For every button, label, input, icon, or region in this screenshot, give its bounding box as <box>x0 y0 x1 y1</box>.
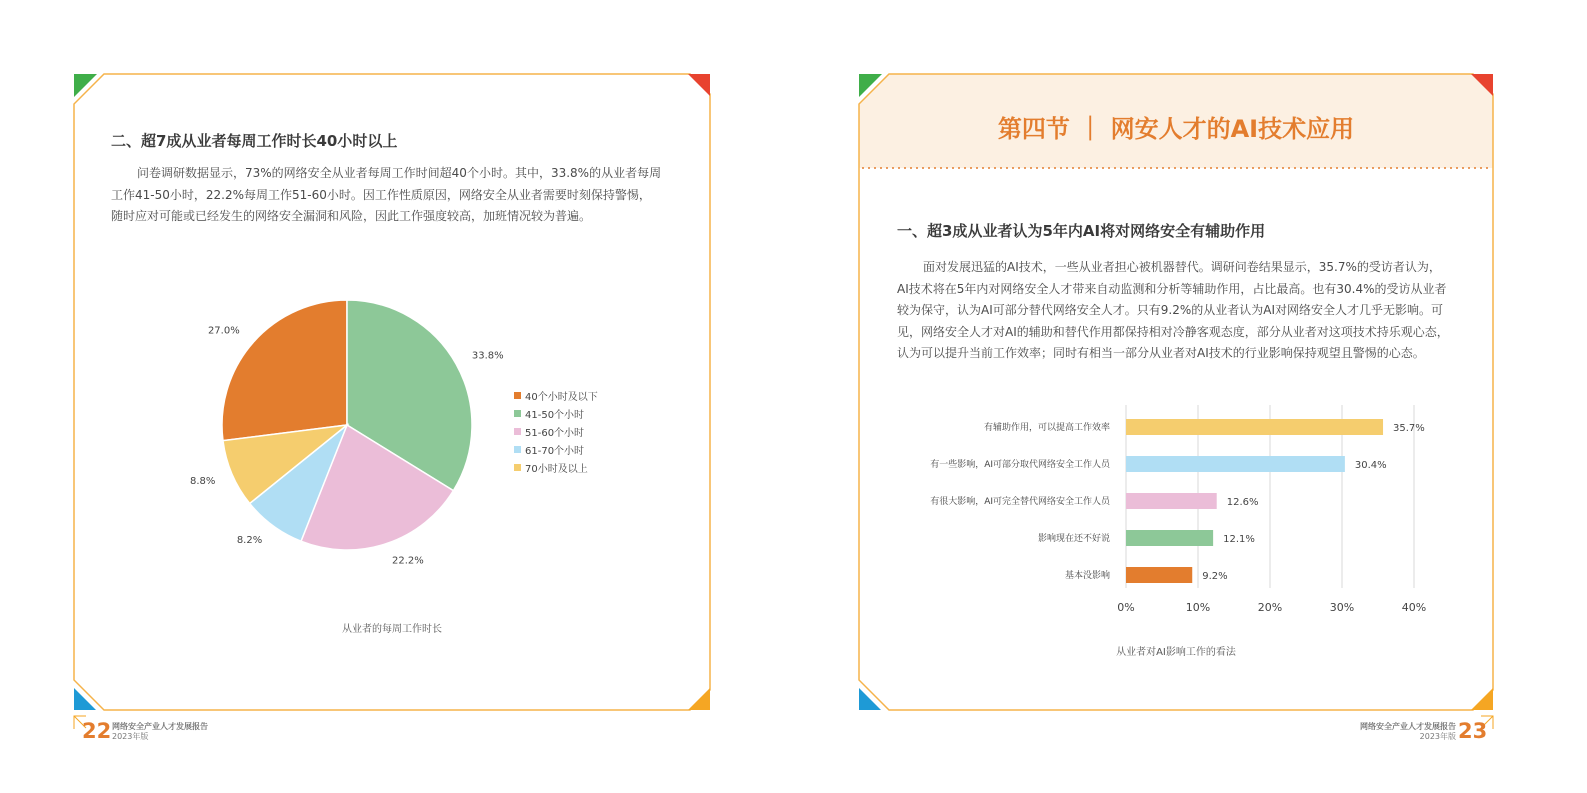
bar-category-label: 影响现在还不好说 <box>1037 534 1110 544</box>
bar-category-label: 有一些影响，AI可部分取代网络安全工作人员 <box>930 460 1110 470</box>
legend-label: 70小时及以上 <box>525 463 588 475</box>
bar-category-label: 基本没影响 <box>1064 571 1110 581</box>
pie-slice <box>222 300 347 441</box>
bar-category-label: 有辅助作用，可以提高工作效率 <box>983 423 1110 433</box>
bar <box>1126 567 1192 583</box>
footer-edition: 2023年版 <box>1419 732 1456 741</box>
pie-legend <box>514 386 598 476</box>
legend-item <box>514 404 598 422</box>
legend-swatch <box>514 464 521 471</box>
paragraph-line: 问卷调研数据显示，73%的网络安全从业者每周工作时间超40个小时。其中，33.8%的从业者每周 <box>137 166 662 180</box>
paragraph-line: 见，网络安全人才对AI的辅助和替代作用都保持相对冷静客观态度，部分从业者对这项技术持乐观心态， <box>897 324 1449 339</box>
bar-value-label: 12.6% <box>1226 497 1259 508</box>
left-chart-caption: 从业者的每周工作时长 <box>342 624 442 635</box>
pie-slice-label: 8.8% <box>190 475 216 487</box>
bar-value-label: 35.7% <box>1393 423 1425 434</box>
pie-slice-label: 27.0% <box>207 325 240 337</box>
right-footer-text <box>1346 722 1456 742</box>
legend-item <box>514 440 598 458</box>
pie-slice-label: 8.2% <box>236 535 263 547</box>
paragraph-line: 较为保守，认为AI可部分替代网络安全人才。只有9.2%的从业者认为AI对网络安全人才几乎无影响。可 <box>897 303 1443 317</box>
legend-item <box>514 422 598 440</box>
bar <box>1126 530 1213 546</box>
left-corner-red <box>688 74 710 96</box>
left-footer-text <box>112 722 208 742</box>
bar <box>1126 419 1383 435</box>
left-paragraph <box>111 163 661 228</box>
legend-swatch <box>514 410 521 417</box>
left-page-number: 22 <box>82 719 112 743</box>
x-tick-label: 0% <box>1117 601 1135 614</box>
section-title: 第四节 ｜ 网安人才的AI技术应用 <box>997 115 1355 143</box>
x-tick-label: 20% <box>1257 601 1283 614</box>
paragraph-line: 工作41-50小时，22.2%每周工作51-60小时。因工作性质原因，网络安全从业者需要时刻保持警惕， <box>111 187 651 202</box>
footer-report-title: 网络安全产业人才发展报告 <box>112 722 208 731</box>
right-chart-caption: 从业者对AI影响工作的看法 <box>1116 647 1236 658</box>
legend-label: 51-60个小时 <box>525 427 585 439</box>
x-tick-label: 40% <box>1401 601 1427 614</box>
paragraph-line: 认为可以提升当前工作效率；同时有相当一部分从业者对AI技术的行业影响保持观望且警惕的心态。 <box>897 346 1425 360</box>
legend-item <box>514 386 598 404</box>
bar-value-label: 12.1% <box>1223 534 1255 545</box>
left-heading: 二、超7成从业者每周工作时长40小时以上 <box>111 132 398 150</box>
legend-label: 41-50个小时 <box>525 409 585 421</box>
ai-impact-bar-chart <box>880 398 1500 628</box>
legend-swatch <box>514 446 521 453</box>
paragraph-line: 面对发展迅猛的AI技术，一些从业者担心被机器替代。调研问卷结果显示，35.7%的受访者认为， <box>923 260 1441 274</box>
right-paragraph <box>897 257 1449 365</box>
legend-item <box>514 458 598 476</box>
bar <box>1126 456 1345 472</box>
x-tick-label: 30% <box>1329 601 1355 614</box>
paragraph-line: 随时应对可能或已经发生的网络安全漏洞和风险，因此工作强度较高，加班情况较为普遍。 <box>111 209 592 223</box>
footer-edition: 2023年版 <box>112 732 149 741</box>
paragraph-line: AI技术将在5年内对网络安全人才带来自动监测和分析等辅助作用，占比最高。也有30.4%的受访从业者 <box>897 281 1447 296</box>
right-heading: 一、超3成从业者认为5年内AI将对网络安全有辅助作用 <box>897 222 1266 240</box>
bar-value-label: 30.4% <box>1354 460 1387 471</box>
pie-slice-label: 33.8% <box>471 350 504 362</box>
left-corner-orange <box>688 688 710 710</box>
legend-swatch <box>514 392 521 399</box>
bar-value-label: 9.2% <box>1202 571 1228 582</box>
right-page-number: 23 <box>1458 719 1488 743</box>
bar-category-label: 有很大影响，AI可完全替代网络安全工作人员 <box>930 497 1110 507</box>
right-corner-orange <box>1471 688 1493 710</box>
x-tick-label: 10% <box>1185 601 1211 614</box>
legend-label: 61-70个小时 <box>525 445 585 457</box>
footer-report-title: 网络安全产业人才发展报告 <box>1360 722 1456 731</box>
bar <box>1126 493 1217 509</box>
legend-swatch <box>514 428 521 435</box>
pie-slice-label: 22.2% <box>392 555 424 567</box>
legend-label: 40个小时及以下 <box>525 391 598 403</box>
